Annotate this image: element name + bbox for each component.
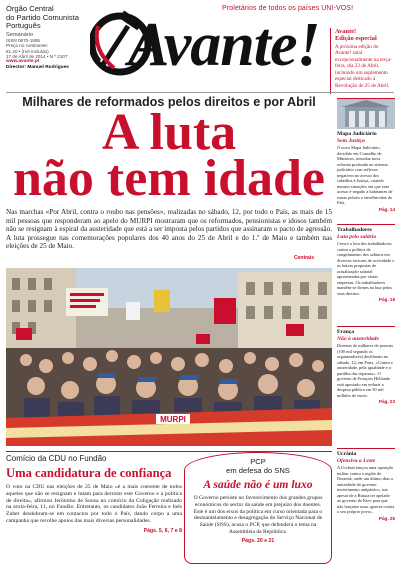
org-line1: Órgão Central	[6, 4, 54, 13]
director-line	[6, 65, 90, 70]
banner-murpi-text: MURPI	[160, 415, 186, 424]
article-sns-kicker-1: PCP	[250, 457, 266, 466]
sidebar-page-ref: Pág. 25	[378, 515, 395, 521]
header-divider	[6, 92, 394, 93]
newspaper-logo[interactable]	[90, 4, 326, 90]
bottom-divider	[6, 451, 332, 452]
special-title-1: Avante!	[335, 28, 357, 35]
sidebar-thumbnail	[337, 99, 395, 129]
main-photo	[6, 268, 332, 446]
special-edition-box	[330, 28, 394, 94]
issn: ISSN 0870-1865	[6, 37, 40, 43]
article-cdu-text: O voto na CDU nas eleições de 25 de Maio «é a mais coerente de todos aqueles que não se resignam e lutam para derrotar este Governo e a política de direita», afirmou Jerónimo de Sousa no comício da Coligação realizado na sexta-feira, 11, no Fundão. Entretanto, os candidatos João Ferreira e Inês Zuber desdobram-se em contactos por todo o País, dando corpo a uma campanha que recolhe apoios das mais diversas personalidades.	[6, 484, 182, 524]
main-lead: Nas marchas «Por Abril, contra o roubo nas pensões», realizadas no sábado, 12, por todo o País, as mais de 15 mil pessoas que responderam ao apelo do MURPI mostraram que os reformados, pensionistas e idosos também não se resignam à espiral da austeridade que está a ser imposta pelos partidos que assinaram o pacto de agressão. A luta prossegue nas comemorações populares dos 40 anos do 25 de Abril e do 1.º de Maio e também nas eleições de 25 de Maio.	[6, 208, 332, 251]
sidebar-text: Cresce a luta dos trabalhadores contra a política de congelamento dos salários em diversos sectores de actividade e as baixas propostas de actualização salarial apresentadas por várias empresas. Os trabalhadores mantêm-se firmes na luta pelos seus direitos.	[337, 241, 395, 296]
sidebar-title: Luta pelo salário	[337, 233, 377, 240]
special-body: A próxima edição do Avante! sairá excepcionalmente na terça-feira, dia 22 de Abril, incluindo um suplemento especial dedicado à Revolução de 25 de Abril.	[335, 43, 392, 89]
org-line2: do Partido Comunista	[6, 12, 80, 22]
march-photo-illustration	[6, 268, 332, 446]
article-sns-kicker-2: em defesa do SNS	[226, 466, 290, 475]
price-label: Preço no continente:	[6, 43, 49, 49]
sidebar-item-franca[interactable]	[337, 326, 395, 404]
article-cdu[interactable]	[6, 454, 182, 534]
website-link[interactable]: www.avante.pt	[6, 59, 40, 65]
sidebar-label: Ucrânia	[337, 451, 357, 457]
frequency: Semanário	[6, 31, 34, 38]
sidebar-page-ref: Pág. 15	[378, 297, 395, 303]
sidebar-title: Não à austeridade	[337, 335, 379, 342]
headline-line1: A luta	[101, 104, 237, 161]
sidebar-item-mapa-judiciario[interactable]	[337, 98, 395, 212]
special-title-2: Edição especial	[335, 35, 377, 43]
sidebar-label: França	[337, 329, 355, 335]
sidebar-page-ref: Pág. 14	[378, 206, 395, 212]
sidebar-text: Dezenas de milhares de pessoas (100 mil segundo os organizadores) desfilaram no sábado, 12, em Paris, «Contra a austeridade, pela igualdade e a partilha das riquezas». O governo de François Hollande está apostado em reduzir a despesa pública em 50 mil milhões de euros.	[337, 343, 394, 398]
director-name: Manuel Rodrigues	[27, 65, 69, 71]
masthead-info	[6, 5, 90, 70]
article-cdu-page-ref: Págs. 5, 6, 7 e 8	[143, 527, 182, 534]
section-tag-centrais[interactable]: Centrais	[294, 255, 315, 261]
org-line3: Português	[6, 21, 41, 31]
article-sns-title: A saúde não é um luxo	[203, 478, 313, 491]
main-kicker: Milhares de reformados pelos direitos e por Abril	[22, 95, 316, 109]
sidebar-label: Trabalhadores	[337, 227, 372, 233]
sidebar-item-ucrania[interactable]	[337, 448, 395, 521]
article-cdu-kicker: Comício da CDU no Fundão	[6, 454, 107, 463]
sidebar-page-ref: Pág. 23	[378, 399, 395, 405]
sidebar-title: Sem Justiça	[337, 137, 365, 144]
slogan: Proletários de todos os países UNI-VOS!	[222, 5, 354, 12]
director-label: Director:	[6, 65, 26, 71]
price-value: €1,20 • (IVA incluído)	[6, 48, 49, 54]
sidebar-text: A Ucrânia lançou uma operação militar contra a região de Donetsk, onde um último dias a autoridade do governo investimento antipátrico, isto apesar de a Rússia ter apelado ao governo de Kiev para que não lançasse uma «guerra contra o seu próprio povo».	[337, 465, 395, 515]
article-sns-text: O Governo persiste no favorecimento dos grandes grupos económicos do sector da saúde em prejuízo dos doentes. Este é um dos eixos da política em curso orientada para o desmantelamento e desagregação do Serviço Nacional de Saúde (SNS), acusa o PCP, que defenderá o tema na Assembleia da República.	[193, 495, 323, 535]
article-cdu-title: Uma candidatura de confiança	[6, 466, 172, 480]
issue-date: 17 de Abril de 2014 • N.º 2107	[6, 54, 68, 59]
headline-line2: não tem idade	[13, 150, 325, 207]
sidebar-label: Mapa Judiciário	[337, 131, 377, 137]
sidebar-title: Ofensiva a Leste	[337, 457, 376, 464]
sidebar-text: O novo Mapa Judiciário, decidido em Conselho de Ministros, introduz nova reforma profunda no sistema judiciário com reflexos negativos no acesso dos cidadãos à Justiça, criando mesmo situações em que esse acesso é negado a habitantes de zonas pobres e envelhecidas do País.	[337, 145, 393, 206]
main-headline[interactable]	[6, 104, 332, 207]
article-sns-page-ref: Págs. 20 e 21	[241, 537, 275, 544]
logo-wordmark: Avante!	[128, 11, 320, 79]
sidebar-item-trabalhadores[interactable]	[337, 224, 395, 302]
article-sns[interactable]	[184, 452, 332, 564]
